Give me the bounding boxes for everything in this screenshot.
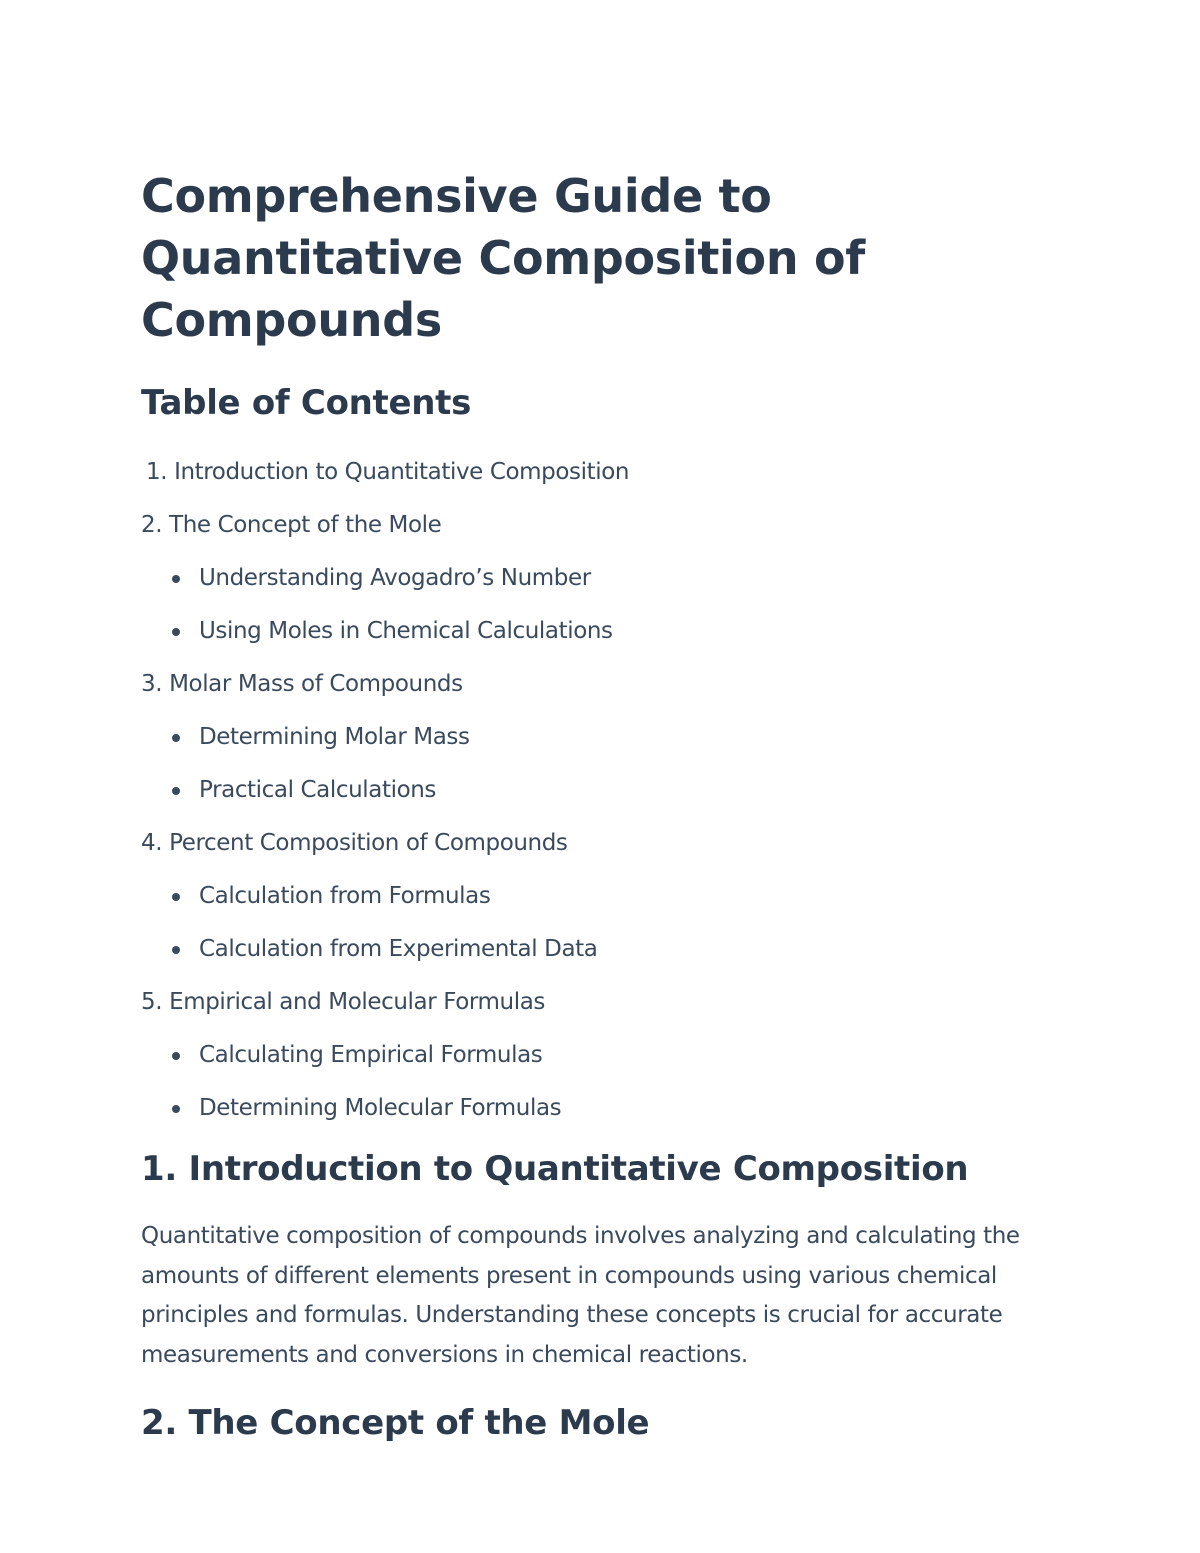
section-paragraph-introduction: Quantitative composition of compounds involves analyzing and calculating the amounts of different elements present in compounds using various chemical principles and formulas. Understanding these concepts is crucial for accurate measurements and conversions in chemical reactions.: [141, 1223, 1020, 1368]
toc-item-2: [141, 511, 1071, 645]
bullet-icon: [172, 1105, 180, 1113]
toc-item-label: Empirical and Molecular Formulas: [169, 989, 545, 1015]
toc-subitem-label: Using Moles in Chemical Calculations: [199, 618, 613, 644]
toc-item-number: 1.: [146, 459, 168, 485]
toc-subitem: [141, 723, 1071, 751]
toc-item-label: Molar Mass of Compounds: [169, 671, 463, 697]
toc-subitem: [141, 1041, 1071, 1069]
toc-subitem-label: Calculation from Formulas: [199, 883, 491, 909]
toc-subitem-label: Understanding Avogadro’s Number: [199, 565, 591, 591]
toc-subitem-label: Determining Molar Mass: [199, 724, 470, 750]
toc-item-label: Percent Composition of Compounds: [169, 830, 568, 856]
toc-item-number: 3.: [141, 671, 163, 697]
section-heading-introduction: 1. Introduction to Quantitative Composition: [141, 1149, 969, 1189]
document-title: Comprehensive Guide to Quantitative Composition of Compounds: [141, 169, 865, 347]
toc-sublist: [141, 882, 1071, 963]
toc-item-number: 5.: [141, 989, 163, 1015]
bullet-icon: [172, 1052, 180, 1060]
toc-item-1: [141, 458, 1071, 486]
toc-item-4: [141, 829, 1071, 963]
toc-item-label: The Concept of the Mole: [169, 512, 442, 538]
bullet-icon: [172, 946, 180, 954]
toc-sublist: [141, 1041, 1071, 1122]
toc-subitem: [141, 776, 1071, 804]
bullet-icon: [172, 893, 180, 901]
document-page: [141, 165, 1071, 1445]
toc-subitem-label: Determining Molecular Formulas: [199, 1095, 562, 1121]
toc-item-number: 4.: [141, 830, 163, 856]
toc-subitem-label: Practical Calculations: [199, 777, 437, 803]
toc-heading: Table of Contents: [141, 383, 472, 423]
toc-subitem: [141, 617, 1071, 645]
toc-item-3: [141, 670, 1071, 804]
toc-subitem: [141, 1094, 1071, 1122]
bullet-icon: [172, 628, 180, 636]
toc-item-5: [141, 988, 1071, 1122]
toc-item-number: 2.: [141, 512, 163, 538]
table-of-contents: [141, 458, 1071, 1122]
toc-subitem-label: Calculation from Experimental Data: [199, 936, 598, 962]
toc-sublist: [141, 723, 1071, 804]
bullet-icon: [172, 734, 180, 742]
toc-subitem: [141, 882, 1071, 910]
section-heading-mole: 2. The Concept of the Mole: [141, 1403, 650, 1443]
toc-item-label: Introduction to Quantitative Composition: [174, 459, 630, 485]
bullet-icon: [172, 575, 180, 583]
toc-subitem: [141, 564, 1071, 592]
toc-subitem: [141, 935, 1071, 963]
toc-subitem-label: Calculating Empirical Formulas: [199, 1042, 543, 1068]
bullet-icon: [172, 787, 180, 795]
toc-sublist: [141, 564, 1071, 645]
